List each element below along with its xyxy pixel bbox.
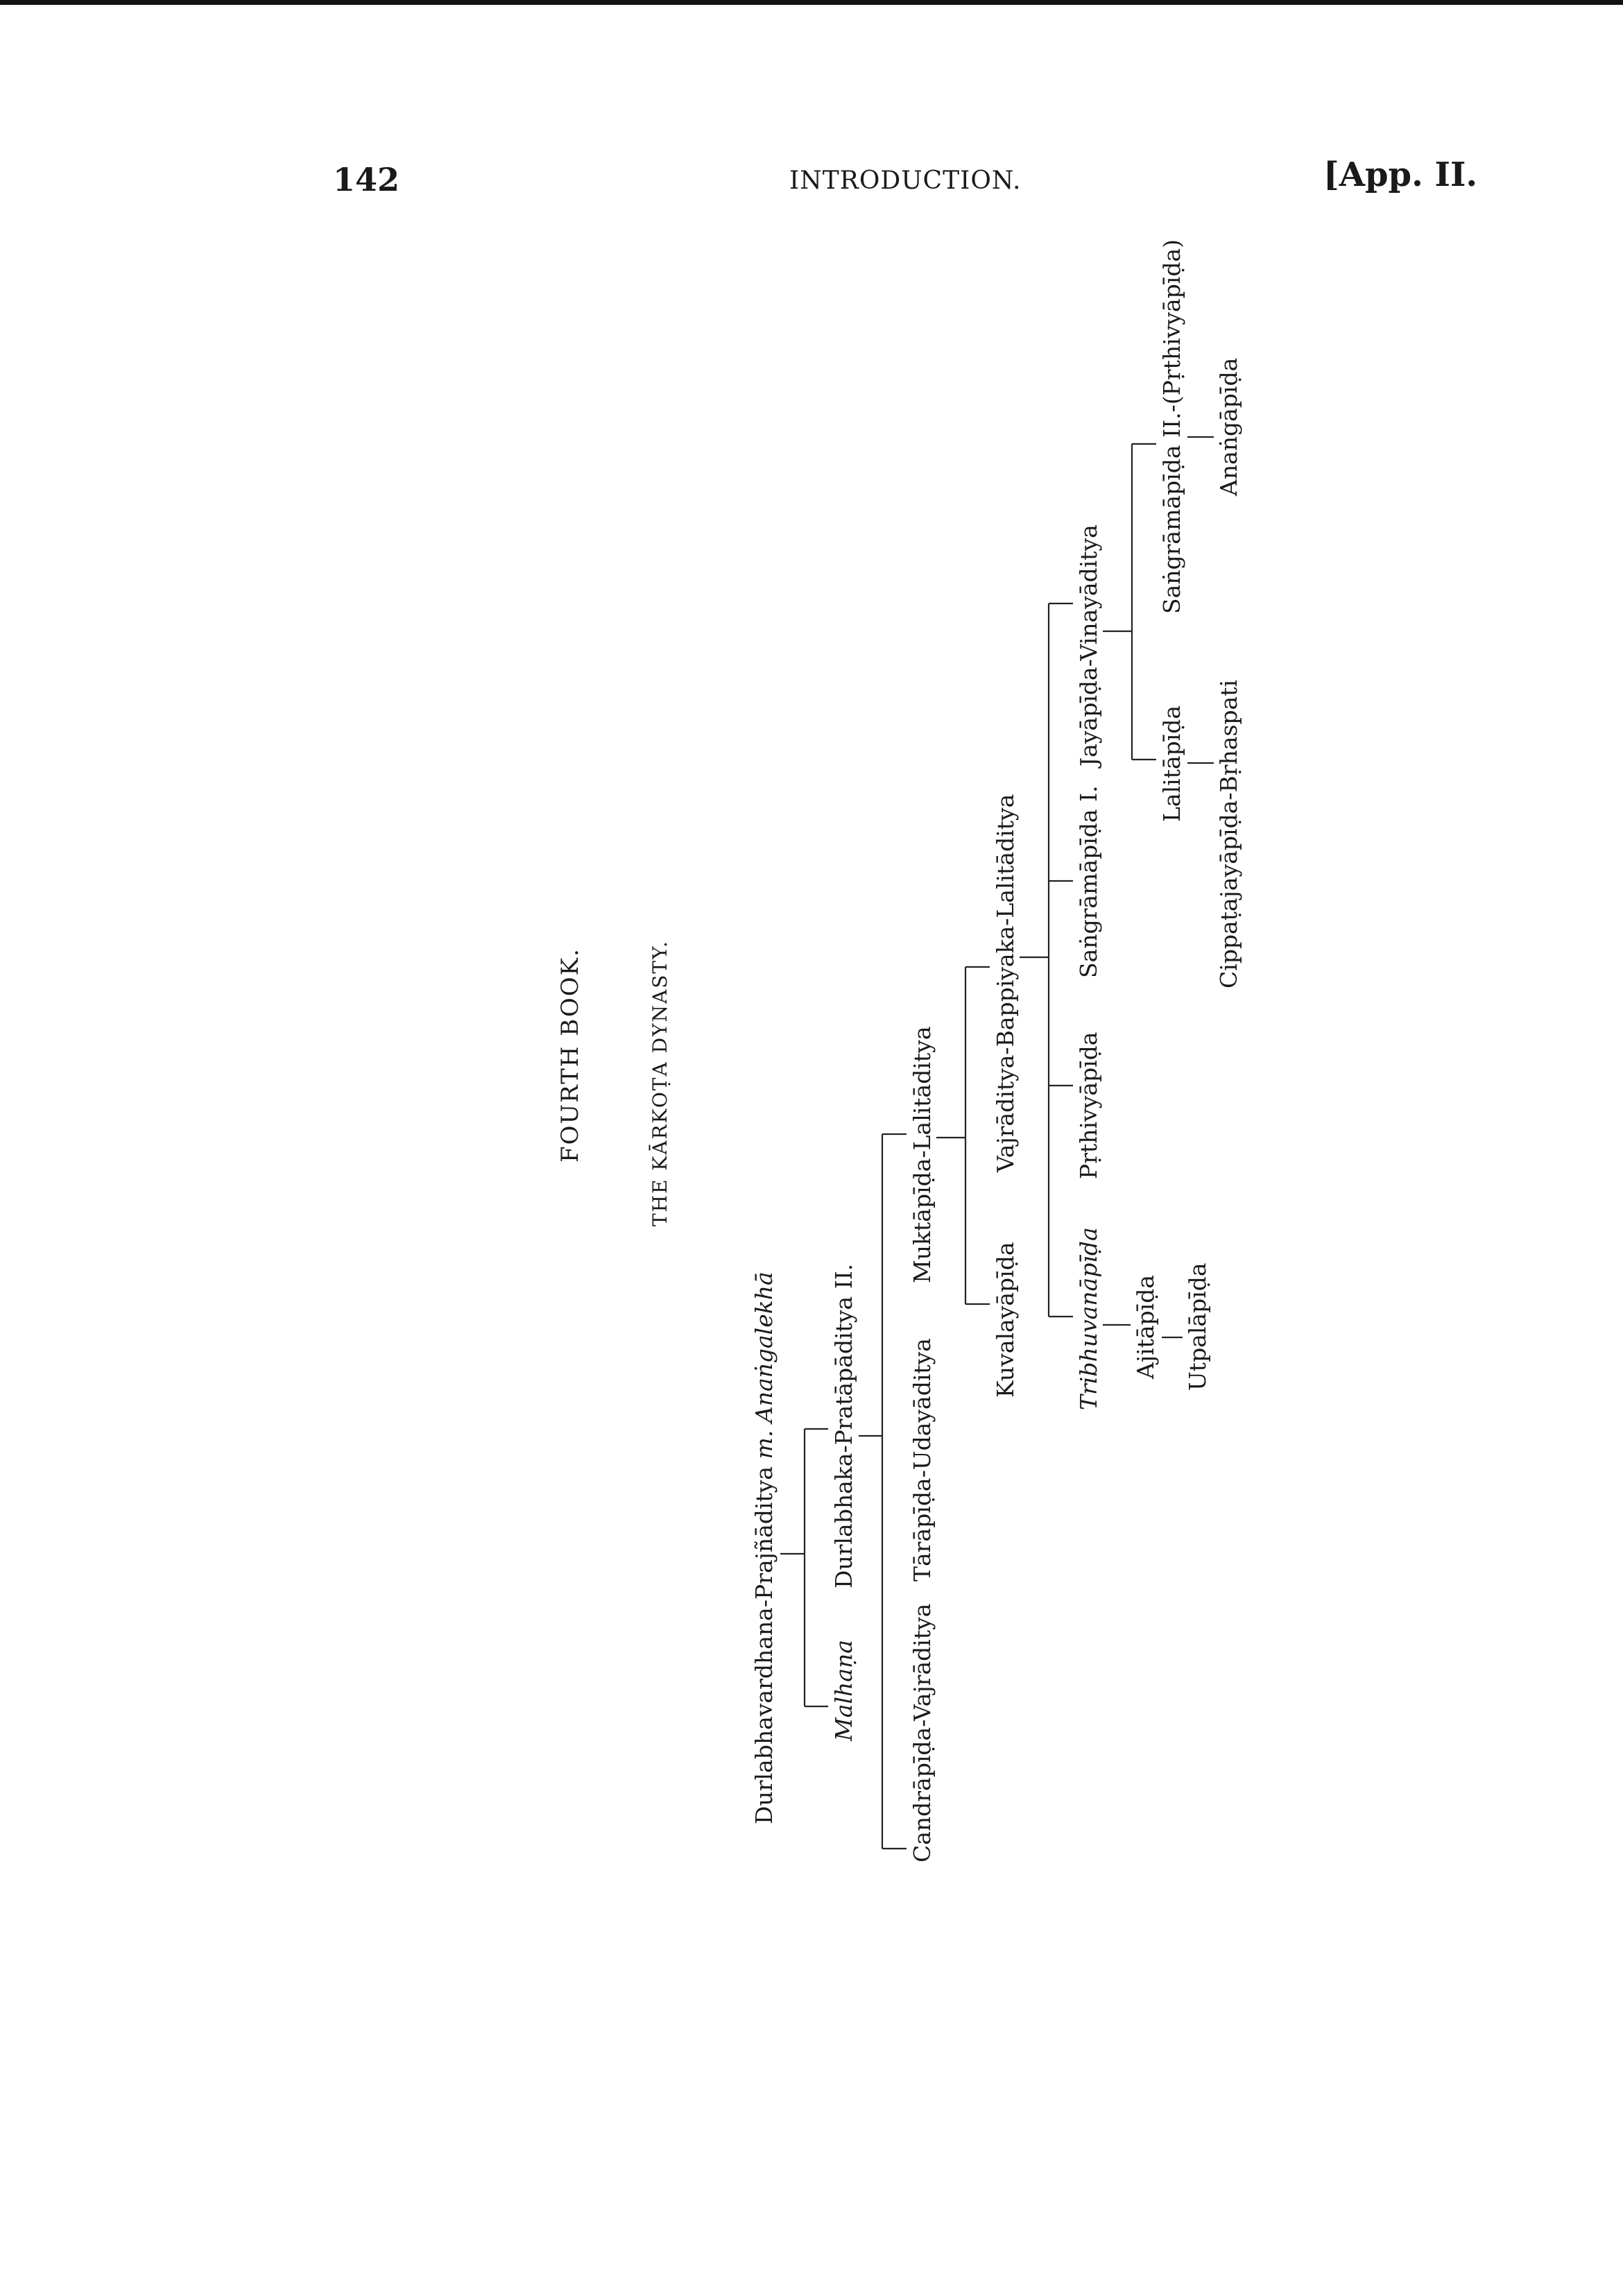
book-title: FOURTH BOOK.	[556, 948, 584, 1163]
gen5-prthivyapida: Pṛthivyāpīḍa	[1075, 1031, 1102, 1179]
dynasty-title: THE KĀRKOṬA DYNASTY.	[649, 940, 671, 1226]
gen6-lalitapida: Lalitāpīḍa	[1158, 705, 1185, 822]
marriage-mark: m.	[750, 1430, 778, 1459]
gen7-cippatajayapida: Cippaṭajayāpīḍa-Bṛhaspati	[1215, 679, 1242, 988]
gen4-kuvalayapida: Kuvalayāpīḍa	[992, 1242, 1019, 1398]
gen2-malhana: Malhaṇa	[830, 1640, 857, 1741]
gen7-anangapida: Anaṅgāpīḍa	[1215, 357, 1242, 496]
gen3-muktapida: Muktāpīḍa-Lalitāditya	[909, 1026, 936, 1283]
running-head: INTRODUCTION.	[789, 166, 1022, 195]
gen5-sangramapida-i: Saṅgrāmāpīḍa I.	[1075, 785, 1102, 978]
page-number: 142	[333, 161, 400, 198]
top-rule	[0, 0, 1623, 5]
gen2-durlabhaka: Durlabhaka-Pratāpāditya II.	[830, 1263, 857, 1588]
gen6-sangramapida-ii: Saṅgrāmāpīḍa II.-(Pṛthivyāpīḍa)	[1158, 239, 1185, 614]
genealogy-table	[0, 7, 1623, 2296]
tree-connectors	[0, 7, 1623, 2296]
gen3-candrapida: Candrāpīḍa-Vajrāditya	[909, 1603, 936, 1862]
gen4-vajraditya: Vajrāditya-Bappiyaka-Lalitāditya	[992, 794, 1019, 1172]
gen6-ajitapida: Ajitāpīḍa	[1132, 1274, 1159, 1379]
gen7-utpalapida: Utpalāpīḍa	[1184, 1262, 1211, 1391]
gen1-ruler: Durlabhavardhana-Prajñāditya	[750, 1466, 778, 1824]
section-marker: [App. II.	[1323, 155, 1478, 194]
gen3-tarapida: Tārāpīḍa-Udayāditya	[909, 1338, 936, 1582]
gen5-tribhuvanapida: Tribhuvanāpīḍa	[1075, 1227, 1102, 1410]
gen1-spouse: Anaṅgalekhā	[750, 1271, 778, 1423]
gen5-jayapida: Jayāpīḍa-Vinayāditya	[1075, 524, 1102, 766]
